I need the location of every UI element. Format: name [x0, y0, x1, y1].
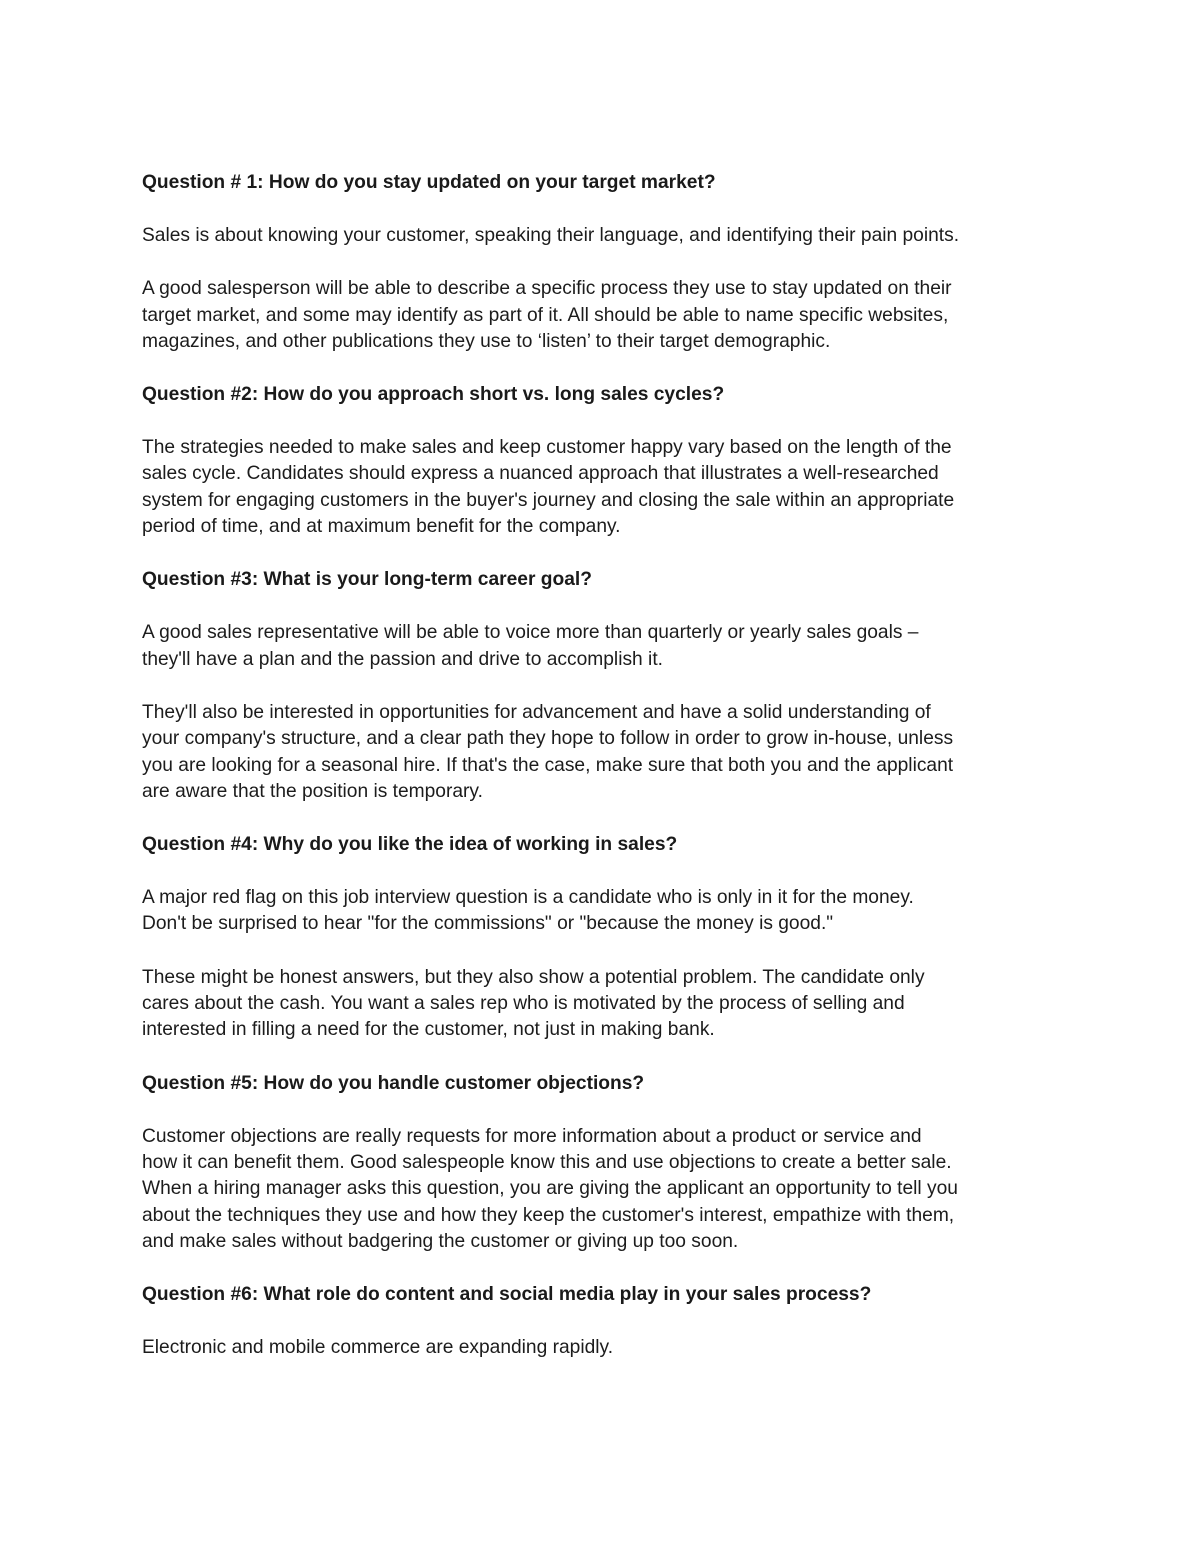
answer-paragraph — [142, 223, 1072, 249]
answer-paragraph — [142, 965, 1072, 1044]
qa-section-3 — [142, 567, 1072, 805]
qa-section-4 — [142, 832, 1072, 1043]
answer-paragraph — [142, 276, 1072, 355]
text-line: how it can benefit them. Good salespeople know this and use objections to create a better sale. — [142, 1151, 952, 1173]
question-heading: Question # 1: How do you stay updated on your target market? — [142, 172, 716, 193]
text-line: sales cycle. Candidates should express a nuanced approach that illustrates a well-researched — [142, 463, 939, 485]
qa-section-6 — [142, 1282, 1072, 1361]
text-line: are aware that the position is temporary. — [142, 780, 483, 802]
question-heading: Question #3: What is your long-term career goal? — [142, 569, 592, 591]
question-heading: Question #5: How do you handle customer objections? — [142, 1072, 645, 1094]
document-body — [142, 170, 1072, 1388]
text-line: A good sales representative will be able to voice more than quarterly or yearly sales goals – — [142, 622, 919, 644]
answer-paragraph — [142, 1335, 1072, 1361]
text-line: Electronic and mobile commerce are expanding rapidly. — [142, 1337, 614, 1359]
text-line: period of time, and at maximum benefit for the company. — [142, 516, 621, 538]
text-line: and make sales without badgering the customer or giving up too soon. — [142, 1230, 739, 1252]
text-line: Customer objections are really requests for more information about a product or service and — [142, 1125, 922, 1147]
text-line: magazines, and other publications they use to ‘listen’ to their target demographic. — [142, 330, 831, 352]
text-line: your company's structure, and a clear path they hope to follow in order to grow in-house, unless — [142, 728, 954, 750]
text-line: A good salesperson will be able to describe a specific process they use to stay updated on their — [142, 278, 952, 300]
text-line: they'll have a plan and the passion and drive to accomplish it. — [142, 648, 663, 670]
text-line: system for engaging customers in the buyer's journey and closing the sale within an appropriate — [142, 489, 955, 511]
text-line: target market, and some may identify as part of it. All should be able to name specific websites, — [142, 304, 949, 326]
text-line: The strategies needed to make sales and keep customer happy vary based on the length of the — [142, 437, 952, 459]
text-line: cares about the cash. You want a sales rep who is motivated by the process of selling and — [142, 993, 905, 1015]
text-line: about the techniques they use and how they keep the customer's interest, empathize with them, — [142, 1204, 955, 1226]
qa-section-2 — [142, 382, 1072, 540]
text-line: you are looking for a seasonal hire. If that's the case, make sure that both you and the applicant — [142, 754, 954, 776]
answer-paragraph — [142, 435, 1072, 540]
question-heading: Question #2: How do you approach short vs. long sales cycles? — [142, 384, 725, 406]
text-line: These might be honest answers, but they also show a potential problem. The candidate only — [142, 966, 925, 988]
answer-paragraph — [142, 885, 1072, 938]
text-line: Don't be surprised to hear "for the commissions" or "because the money is good." — [142, 913, 834, 935]
text-line: interested in filling a need for the customer, not just in making bank. — [142, 1019, 715, 1041]
question-heading: Question #6: What role do content and social media play in your sales process? — [142, 1284, 872, 1306]
text-line: A major red flag on this job interview question is a candidate who is only in it for the money. — [142, 887, 914, 909]
qa-section-5 — [142, 1071, 1072, 1255]
text-line: When a hiring manager asks this question, you are giving the applicant an opportunity to tell you — [142, 1178, 958, 1200]
text-line: Sales is about knowing your customer, speaking their language, and identifying their pain points. — [142, 225, 960, 246]
text-line: They'll also be interested in opportunities for advancement and have a solid understanding of — [142, 701, 931, 723]
answer-paragraph — [142, 1124, 1072, 1255]
question-heading: Question #4: Why do you like the idea of working in sales? — [142, 834, 678, 856]
qa-section-1 — [142, 170, 1072, 355]
answer-paragraph — [142, 620, 1072, 673]
answer-paragraph — [142, 700, 1072, 805]
